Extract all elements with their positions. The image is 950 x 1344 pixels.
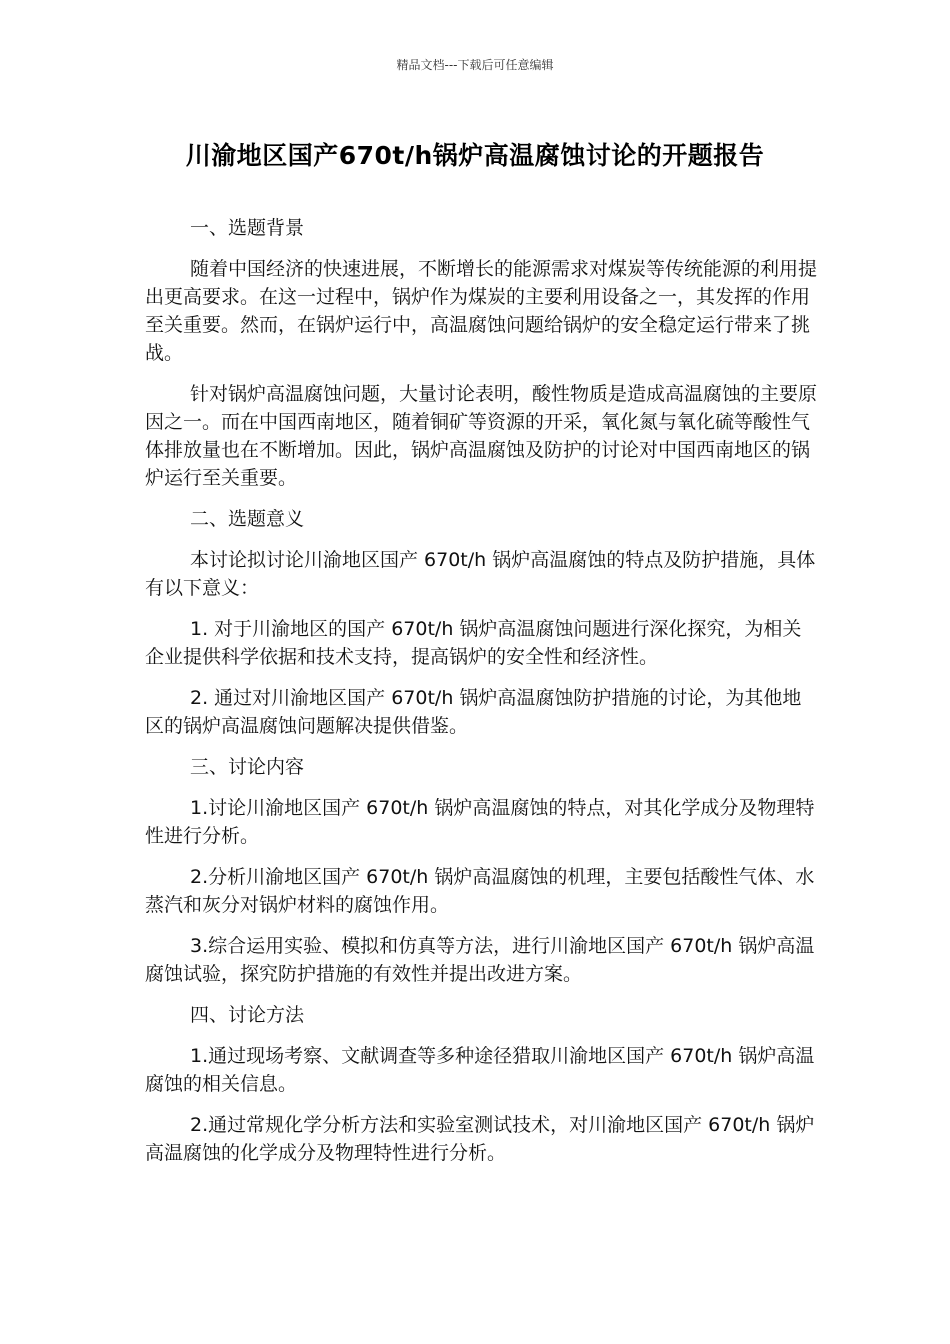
section-heading-content: 三、讨论内容 — [190, 756, 305, 778]
page-header: 精品文档---下载后可任意编辑 — [396, 58, 554, 72]
list-item: 1.讨论川渝地区国产 670t/h 锅炉高温腐蚀的特点，对其化学成分及物理特性进行分析。 — [145, 797, 815, 847]
document-title: 川渝地区国产670t/h锅炉高温腐蚀讨论的开题报告 — [185, 141, 765, 170]
list-item: 2.分析川渝地区国产 670t/h 锅炉高温腐蚀的机理，主要包括酸性气体、水蒸汽和灰分对锅炉材料的腐蚀作用。 — [145, 866, 815, 916]
document-body — [145, 214, 817, 1180]
section-heading-methods: 四、讨论方法 — [190, 1004, 305, 1026]
paragraph: 本讨论拟讨论川渝地区国产 670t/h 锅炉高温腐蚀的特点及防护措施，具体有以下意义： — [145, 549, 816, 599]
section-heading-significance: 二、选题意义 — [190, 508, 305, 530]
paragraph: 针对锅炉高温腐蚀问题，大量讨论表明，酸性物质是造成高温腐蚀的主要原因之一。而在中国西南地区，随着铜矿等资源的开采，氧化氮与氧化硫等酸性气体排放量也在不断增加。因此，锅炉高温腐蚀及防护的讨论对中国西南地区的锅炉运行至关重要。 — [145, 383, 818, 489]
list-item: 2.通过常规化学分析方法和实验室测试技术，对川渝地区国产 670t/h 锅炉高温腐蚀的化学成分及物理特性进行分析。 — [145, 1114, 815, 1164]
list-item: 1.通过现场考察、文献调查等多种途径猎取川渝地区国产 670t/h 锅炉高温腐蚀的相关信息。 — [145, 1045, 815, 1095]
list-item: 3.综合运用实验、模拟和仿真等方法，进行川渝地区国产 670t/h 锅炉高温腐蚀试验，探究防护措施的有效性并提出改进方案。 — [145, 935, 815, 985]
list-item: 1. 对于川渝地区的国产 670t/h 锅炉高温腐蚀问题进行深化探究，为相关企业提供科学依据和技术支持，提高锅炉的安全性和经济性。 — [145, 618, 802, 668]
section-heading-background: 一、选题背景 — [190, 217, 305, 239]
list-item: 2. 通过对川渝地区国产 670t/h 锅炉高温腐蚀防护措施的讨论，为其他地区的锅炉高温腐蚀问题解决提供借鉴。 — [145, 687, 802, 737]
paragraph: 随着中国经济的快速进展，不断增长的能源需求对煤炭等传统能源的利用提出更高要求。在这一过程中，锅炉作为煤炭的主要利用设备之一，其发挥的作用至关重要。然而，在锅炉运行中，高温腐蚀问题给锅炉的安全稳定运行带来了挑战。 — [145, 258, 818, 364]
